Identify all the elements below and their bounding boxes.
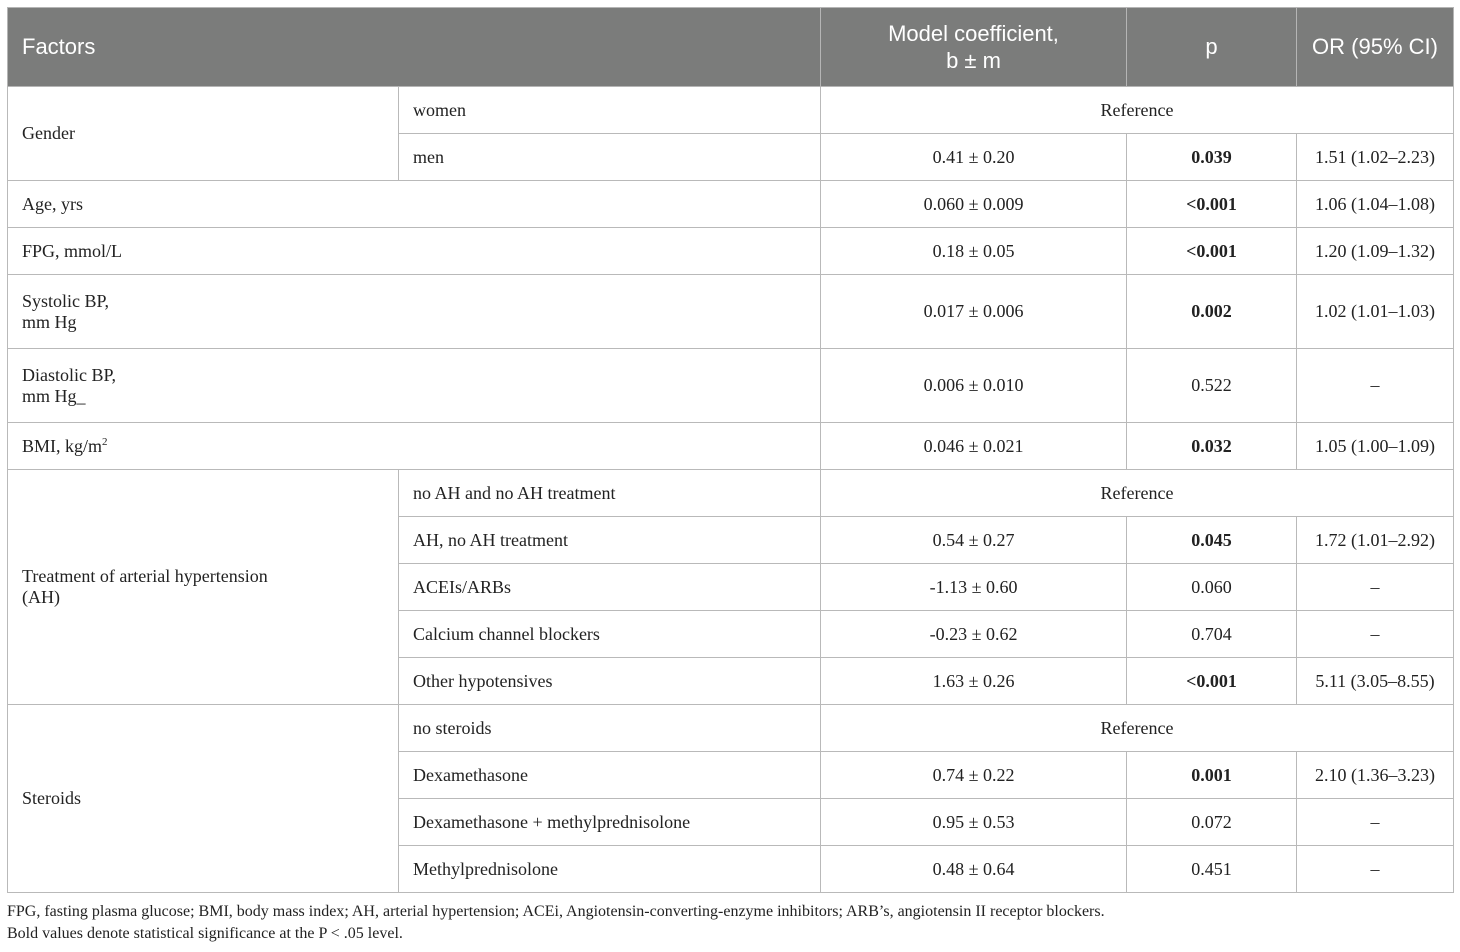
level-label: Dexamethasone: [399, 752, 821, 799]
factor-label-superscript: 2: [102, 435, 108, 448]
footnote-significance: Bold values denote statistical significance at the P < .05 level.: [7, 925, 403, 942]
table-row: [8, 349, 1454, 423]
or-cell: –: [1297, 611, 1454, 658]
level-label: Calcium channel blockers: [399, 611, 821, 658]
p-value-cell: 0.060: [1127, 564, 1297, 611]
coefficient-cell: 1.63 ± 0.26: [821, 658, 1127, 705]
factor-label: [8, 349, 821, 423]
coefficient-cell: 0.54 ± 0.27: [821, 517, 1127, 564]
or-cell: 1.02 (1.01–1.03): [1297, 275, 1454, 349]
table-row: [8, 228, 1454, 275]
factor-label-line2: mm Hg_: [22, 385, 86, 406]
coefficient-cell: 0.060 ± 0.009: [821, 181, 1127, 228]
factor-label: Gender: [8, 87, 399, 181]
table-row: [8, 275, 1454, 349]
level-label: no AH and no AH treatment: [399, 470, 821, 517]
header-coefficient-line1: Model coefficient,: [888, 20, 1059, 46]
p-value-cell: <0.001: [1127, 181, 1297, 228]
p-value-cell: 0.039: [1127, 134, 1297, 181]
level-label: ACEIs/ARBs: [399, 564, 821, 611]
table-row: [8, 705, 1454, 752]
coefficient-cell: 0.18 ± 0.05: [821, 228, 1127, 275]
level-label: Dexamethasone + methylprednisolone: [399, 799, 821, 846]
p-value-cell: 0.001: [1127, 752, 1297, 799]
coefficient-cell: 0.74 ± 0.22: [821, 752, 1127, 799]
table-row: [8, 423, 1454, 470]
factor-label: FPG, mmol/L: [8, 228, 821, 275]
header-coefficient-line2: b ± m: [946, 48, 1001, 73]
p-value-cell: <0.001: [1127, 658, 1297, 705]
coefficient-cell: 0.95 ± 0.53: [821, 799, 1127, 846]
or-cell: –: [1297, 799, 1454, 846]
header-row: [8, 8, 1454, 87]
p-value-cell: 0.032: [1127, 423, 1297, 470]
table-row: [8, 87, 1454, 134]
p-value-cell: 0.072: [1127, 799, 1297, 846]
reference-cell: Reference: [821, 87, 1454, 134]
header-coefficient: [821, 8, 1127, 87]
factor-label-line1: Systolic BP,: [22, 290, 110, 311]
p-value-cell: 0.002: [1127, 275, 1297, 349]
or-cell: 1.05 (1.00–1.09): [1297, 423, 1454, 470]
reference-cell: Reference: [821, 470, 1454, 517]
level-label: no steroids: [399, 705, 821, 752]
factor-label-text: BMI, kg/m: [22, 435, 103, 456]
or-cell: 1.06 (1.04–1.08): [1297, 181, 1454, 228]
factor-label-line1: Diastolic BP,: [22, 364, 117, 385]
factor-label: Steroids: [8, 705, 399, 893]
or-cell: 2.10 (1.36–3.23): [1297, 752, 1454, 799]
or-cell: –: [1297, 564, 1454, 611]
reference-cell: Reference: [821, 705, 1454, 752]
p-value-cell: 0.704: [1127, 611, 1297, 658]
coefficient-cell: 0.046 ± 0.021: [821, 423, 1127, 470]
coefficient-cell: -1.13 ± 0.60: [821, 564, 1127, 611]
table-row: [8, 470, 1454, 517]
factor-label: [8, 470, 399, 705]
factor-label-line1: Treatment of arterial hypertension: [22, 566, 268, 586]
p-value-cell: 0.045: [1127, 517, 1297, 564]
or-cell: 1.51 (1.02–2.23): [1297, 134, 1454, 181]
footnote-abbreviations: FPG, fasting plasma glucose; BMI, body mass index; AH, arterial hypertension; ACEi, Angiotensin-converting-enzyme inhibitors; ARB’s, angiotensin II receptor blockers.: [7, 903, 1105, 920]
p-value-cell: <0.001: [1127, 228, 1297, 275]
factor-label: [8, 275, 821, 349]
coefficient-cell: 0.48 ± 0.64: [821, 846, 1127, 893]
header-or: OR (95% CI): [1297, 8, 1454, 87]
factor-label: Age, yrs: [8, 181, 821, 228]
level-label: Other hypotensives: [399, 658, 821, 705]
level-label: women: [399, 87, 821, 134]
level-label: Methylprednisolone: [399, 846, 821, 893]
header-p: p: [1127, 8, 1297, 87]
p-value-cell: 0.522: [1127, 349, 1297, 423]
or-cell: –: [1297, 349, 1454, 423]
table-footnotes: [7, 901, 1453, 945]
regression-table: [7, 7, 1454, 893]
factor-label-line2: (AH): [22, 587, 60, 607]
level-label: men: [399, 134, 821, 181]
or-cell: 1.20 (1.09–1.32): [1297, 228, 1454, 275]
or-cell: 1.72 (1.01–2.92): [1297, 517, 1454, 564]
or-cell: –: [1297, 846, 1454, 893]
or-cell: 5.11 (3.05–8.55): [1297, 658, 1454, 705]
table-row: [8, 181, 1454, 228]
factor-label: [8, 423, 821, 470]
factor-label-line2: mm Hg: [22, 311, 77, 332]
p-value-cell: 0.451: [1127, 846, 1297, 893]
level-label: AH, no AH treatment: [399, 517, 821, 564]
header-factors: Factors: [8, 8, 821, 87]
coefficient-cell: 0.017 ± 0.006: [821, 275, 1127, 349]
coefficient-cell: 0.006 ± 0.010: [821, 349, 1127, 423]
coefficient-cell: -0.23 ± 0.62: [821, 611, 1127, 658]
coefficient-cell: 0.41 ± 0.20: [821, 134, 1127, 181]
